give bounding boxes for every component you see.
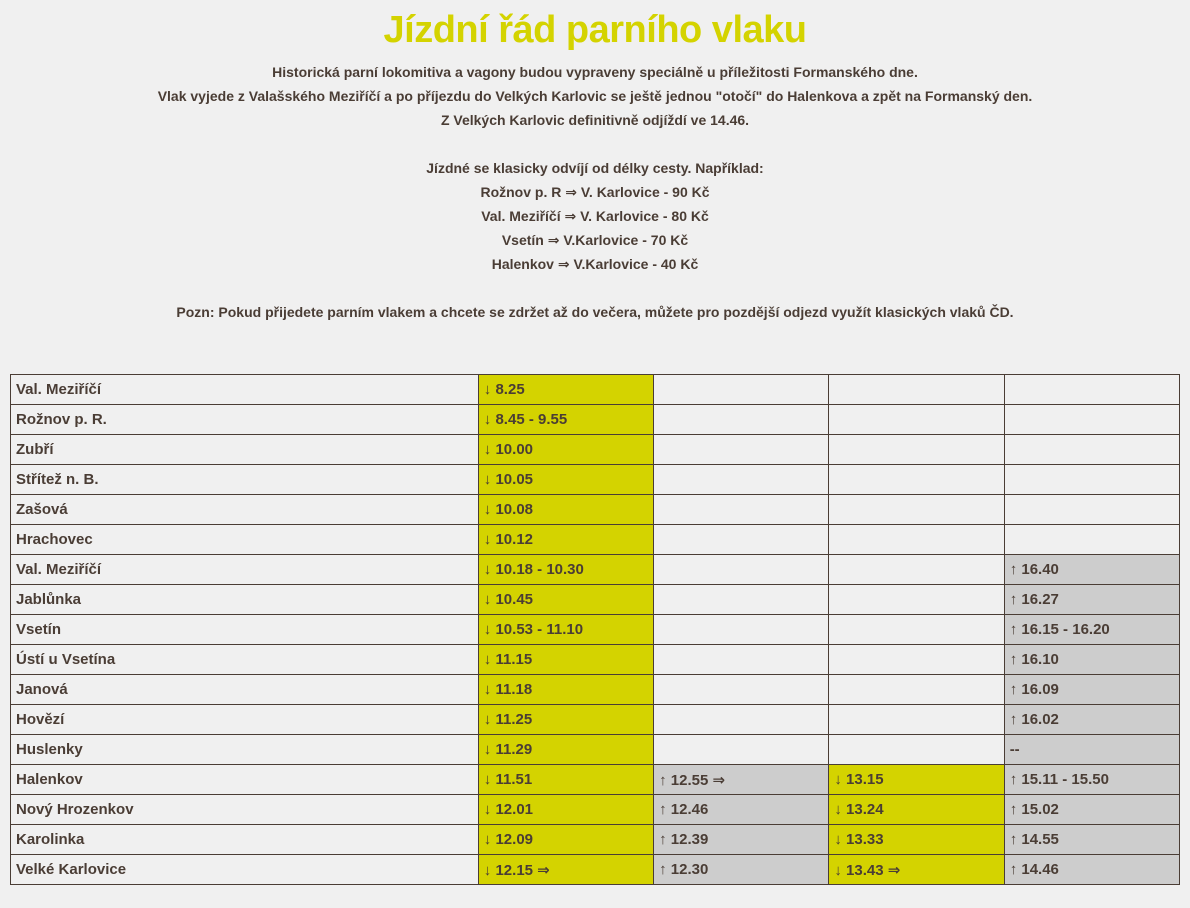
time-cell: [654, 705, 829, 735]
station-name: Zašová: [11, 495, 479, 525]
time-cell: [654, 435, 829, 465]
table-row: [11, 675, 1180, 705]
intro-text: [0, 60, 1190, 324]
table-row: [11, 435, 1180, 465]
time-cell: ↓ 10.08: [478, 495, 653, 525]
station-name: Val. Meziříčí: [11, 555, 479, 585]
time-cell: ↑ 16.02: [1004, 705, 1179, 735]
time-cell: [829, 405, 1004, 435]
station-name: Hovězí: [11, 705, 479, 735]
intro-line: Pozn: Pokud přijedete parním vlakem a chcete se zdržet až do večera, můžete pro pozdější odjezd využít klasických vlaků ČD.: [176, 304, 1014, 320]
time-cell: [654, 495, 829, 525]
time-cell: ↑ 16.27: [1004, 585, 1179, 615]
time-cell: ↑ 12.30: [654, 855, 829, 885]
time-cell: [654, 615, 829, 645]
time-cell: ↑ 12.46: [654, 795, 829, 825]
station-name: Huslenky: [11, 735, 479, 765]
station-name: Janová: [11, 675, 479, 705]
time-cell: ↓ 10.45: [478, 585, 653, 615]
time-cell: ↓ 13.33: [829, 825, 1004, 855]
time-cell: [654, 675, 829, 705]
time-cell: [829, 645, 1004, 675]
station-name: Nový Hrozenkov: [11, 795, 479, 825]
time-cell: ↓ 10.53 - 11.10: [478, 615, 653, 645]
page-title: Jízdní řád parního vlaku: [383, 9, 807, 51]
station-name: Vsetín: [11, 615, 479, 645]
time-cell: [654, 645, 829, 675]
time-cell: ↓ 12.15 ⇒: [478, 855, 653, 885]
table-row: [11, 645, 1180, 675]
table-row: [11, 765, 1180, 795]
time-cell: [829, 615, 1004, 645]
time-cell: ↑ 12.39: [654, 825, 829, 855]
time-cell: [1004, 405, 1179, 435]
time-cell: [829, 735, 1004, 765]
time-cell: ↓ 13.24: [829, 795, 1004, 825]
table-row: [11, 705, 1180, 735]
time-cell: [654, 585, 829, 615]
time-cell: [829, 465, 1004, 495]
station-name: Velké Karlovice: [11, 855, 479, 885]
intro-line: Historická parní lokomitiva a vagony budou vypraveny speciálně u příležitosti Formanského dne.: [272, 64, 918, 80]
station-name: Val. Meziříčí: [11, 375, 479, 405]
intro-spacer: [0, 276, 1190, 300]
table-row: [11, 735, 1180, 765]
table-row: [11, 795, 1180, 825]
time-cell: [829, 555, 1004, 585]
station-name: Hrachovec: [11, 525, 479, 555]
timetable: [10, 374, 1180, 885]
time-cell: ↓ 11.25: [478, 705, 653, 735]
time-cell: ↑ 16.40: [1004, 555, 1179, 585]
time-cell: [829, 705, 1004, 735]
time-cell: [1004, 435, 1179, 465]
table-row: [11, 825, 1180, 855]
intro-line: Halenkov ⇒ V.Karlovice - 40 Kč: [491, 256, 699, 272]
time-cell: [654, 735, 829, 765]
table-row: [11, 375, 1180, 405]
station-name: Rožnov p. R.: [11, 405, 479, 435]
time-cell: ↓ 10.00: [478, 435, 653, 465]
time-cell: ↓ 13.43 ⇒: [829, 855, 1004, 885]
time-cell: ↑ 12.55 ⇒: [654, 765, 829, 795]
time-cell: ↓ 13.15: [829, 765, 1004, 795]
time-cell: ↓ 11.18: [478, 675, 653, 705]
table-row: [11, 465, 1180, 495]
station-name: Karolinka: [11, 825, 479, 855]
station-name: Ústí u Vsetína: [11, 645, 479, 675]
time-cell: ↓ 10.05: [478, 465, 653, 495]
time-cell: ↓ 12.09: [478, 825, 653, 855]
time-cell: [654, 525, 829, 555]
station-name: Střítež n. B.: [11, 465, 479, 495]
time-cell: ↓ 10.12: [478, 525, 653, 555]
station-name: Halenkov: [11, 765, 479, 795]
time-cell: [829, 375, 1004, 405]
time-cell: ↓ 11.29: [478, 735, 653, 765]
time-cell: ↑ 16.09: [1004, 675, 1179, 705]
time-cell: [1004, 525, 1179, 555]
intro-line: Val. Meziříčí ⇒ V. Karlovice - 80 Kč: [481, 208, 709, 224]
time-cell: ↓ 11.15: [478, 645, 653, 675]
time-cell: [654, 375, 829, 405]
time-cell: ↑ 16.10: [1004, 645, 1179, 675]
time-cell: ↓ 10.18 - 10.30: [478, 555, 653, 585]
table-row: [11, 405, 1180, 435]
table-row: [11, 525, 1180, 555]
time-cell: [829, 585, 1004, 615]
time-cell: [829, 435, 1004, 465]
intro-line: Z Velkých Karlovic definitivně odjíždí ve 14.46.: [440, 112, 750, 128]
table-row: [11, 615, 1180, 645]
intro-line: Vlak vyjede z Valašského Meziříčí a po příjezdu do Velkých Karlovic se ještě jednou "otočí" do Halenkova a zpět na Formanský den.: [157, 88, 1033, 104]
time-cell: ↑ 14.55: [1004, 825, 1179, 855]
table-row: [11, 555, 1180, 585]
intro-line: Rožnov p. R ⇒ V. Karlovice - 90 Kč: [480, 184, 710, 200]
time-cell: [829, 525, 1004, 555]
time-cell: [829, 495, 1004, 525]
table-row: [11, 855, 1180, 885]
station-name: Zubří: [11, 435, 479, 465]
time-cell: [1004, 375, 1179, 405]
time-cell: ↓ 8.25: [478, 375, 653, 405]
time-cell: ↓ 12.01: [478, 795, 653, 825]
time-cell: ↓ 8.45 - 9.55: [478, 405, 653, 435]
time-cell: [829, 675, 1004, 705]
time-cell: ↑ 15.11 - 15.50: [1004, 765, 1179, 795]
time-cell: [654, 555, 829, 585]
intro-spacer: [0, 132, 1190, 156]
time-cell: ↑ 15.02: [1004, 795, 1179, 825]
table-row: [11, 495, 1180, 525]
time-cell: [654, 405, 829, 435]
table-row: [11, 585, 1180, 615]
intro-line: Jízdné se klasicky odvíjí od délky cesty. Například:: [426, 160, 764, 176]
time-cell: ↑ 16.15 - 16.20: [1004, 615, 1179, 645]
time-cell: ↓ 11.51: [478, 765, 653, 795]
intro-line: Vsetín ⇒ V.Karlovice - 70 Kč: [501, 232, 689, 248]
time-cell: ↑ 14.46: [1004, 855, 1179, 885]
time-cell: --: [1004, 735, 1179, 765]
time-cell: [1004, 465, 1179, 495]
time-cell: [654, 465, 829, 495]
time-cell: [1004, 495, 1179, 525]
station-name: Jablůnka: [11, 585, 479, 615]
